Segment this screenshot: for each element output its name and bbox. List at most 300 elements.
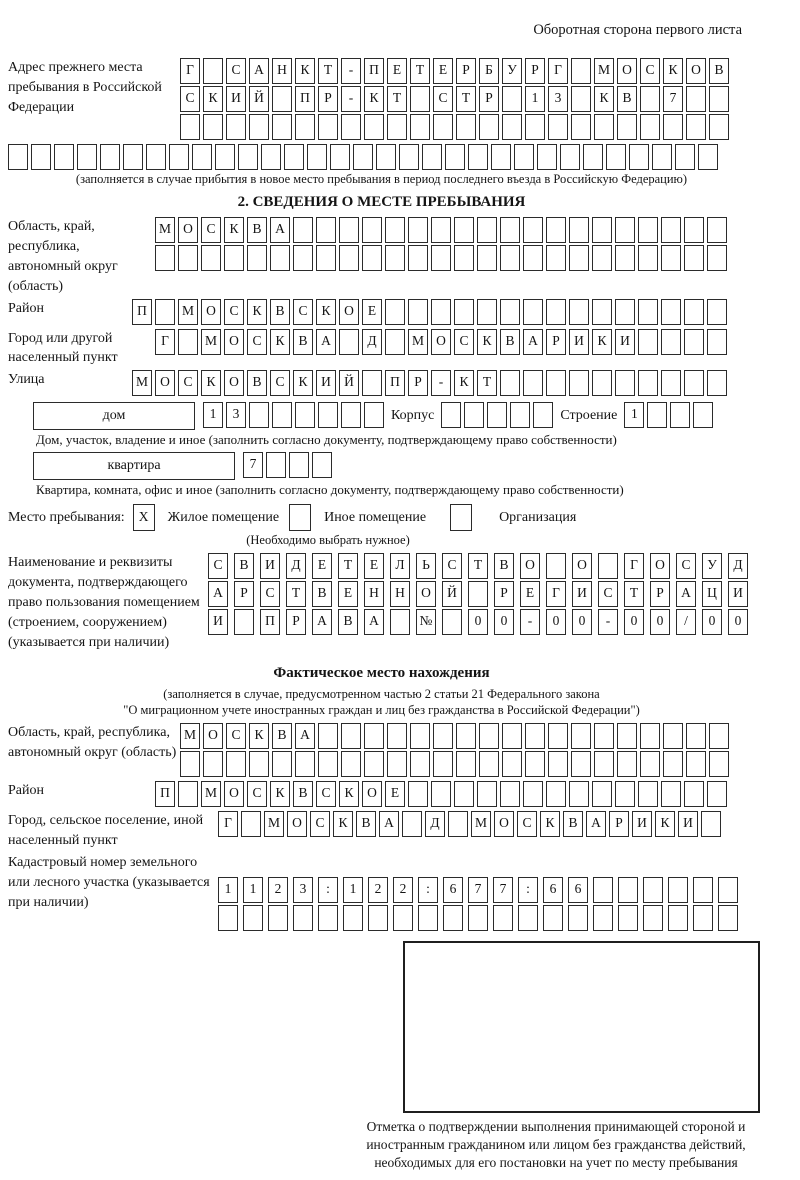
char-cell: Р	[650, 581, 670, 607]
char-cell	[592, 299, 612, 325]
char-cell	[293, 217, 313, 243]
char-cell: Т	[477, 370, 497, 396]
char-cell	[569, 217, 589, 243]
char-cell: О	[431, 329, 451, 355]
char-cell	[663, 114, 683, 140]
char-cell	[443, 905, 463, 931]
char-cell	[268, 905, 288, 931]
char-cell: Р	[286, 609, 306, 635]
char-cell: М	[201, 329, 221, 355]
char-cell: И	[316, 370, 336, 396]
char-cell: А	[270, 217, 290, 243]
char-cell	[569, 299, 589, 325]
char-cell: Ц	[702, 581, 722, 607]
char-cell	[661, 217, 681, 243]
char-cell: К	[203, 86, 223, 112]
char-cell: Т	[456, 86, 476, 112]
char-cell: 0	[546, 609, 566, 635]
char-cell	[450, 504, 472, 531]
char-cell	[606, 144, 626, 170]
prev-address-row-4	[8, 144, 800, 170]
char-cell	[571, 751, 591, 777]
char-cell: С	[293, 299, 313, 325]
actual-city-block	[8, 811, 800, 851]
char-cell	[201, 245, 221, 271]
char-cell	[592, 217, 612, 243]
char-cell: Г	[218, 811, 238, 837]
char-cell: С	[270, 370, 290, 396]
char-cell: С	[316, 781, 336, 807]
char-cell	[615, 370, 635, 396]
char-cell: С	[640, 58, 660, 84]
char-cell	[707, 245, 727, 271]
char-cell: К	[293, 370, 313, 396]
char-cell: Т	[338, 553, 358, 579]
char-cell: 7	[493, 877, 513, 903]
char-cell	[638, 370, 658, 396]
char-cell	[155, 245, 175, 271]
char-cell	[500, 245, 520, 271]
char-cell: Е	[433, 58, 453, 84]
char-cell: Е	[312, 553, 332, 579]
actual-region-row-1	[180, 723, 732, 749]
char-cell	[571, 114, 591, 140]
char-cell	[178, 245, 198, 271]
char-cell	[617, 114, 637, 140]
char-cell: К	[316, 299, 336, 325]
char-cell	[652, 144, 672, 170]
char-cell: В	[500, 329, 520, 355]
district-label: Район	[8, 300, 44, 316]
char-cell: 0	[702, 609, 722, 635]
char-cell: М	[178, 299, 198, 325]
char-cell: О	[287, 811, 307, 837]
char-cell	[422, 144, 442, 170]
char-cell: С	[442, 553, 462, 579]
char-cell: К	[592, 329, 612, 355]
char-cell	[569, 245, 589, 271]
prev-address-row-2	[180, 86, 732, 112]
char-cell	[568, 905, 588, 931]
section2-title: 2. СВЕДЕНИЯ О МЕСТЕ ПРЕБЫВАНИЯ	[237, 194, 526, 210]
char-cell: -	[341, 58, 361, 84]
char-cell: М	[201, 781, 221, 807]
char-cell	[295, 402, 315, 428]
cadastral-label: Кадастровый номер земельного или лесного участка (указывается при наличии)	[8, 854, 210, 910]
char-cell: Г	[180, 58, 200, 84]
char-cell	[203, 751, 223, 777]
prev-address-caption: (заполняется в случае прибытия в новое место пребывания в период последнего въезда в Российскую Федерацию)	[75, 172, 688, 186]
char-cell	[709, 86, 729, 112]
char-cell	[618, 877, 638, 903]
char-cell	[203, 58, 223, 84]
actual-city-label: Город, сельское поселение, иной населенный пункт	[8, 813, 204, 848]
char-cell	[523, 299, 543, 325]
char-cell	[640, 751, 660, 777]
apartment-block	[33, 452, 800, 480]
char-cell: К	[594, 86, 614, 112]
char-cell	[546, 781, 566, 807]
char-cell	[615, 245, 635, 271]
char-cell: В	[234, 553, 254, 579]
char-cell: 1	[243, 877, 263, 903]
char-cell	[546, 245, 566, 271]
char-cell	[123, 144, 143, 170]
char-cell	[431, 245, 451, 271]
char-cell: О	[339, 299, 359, 325]
char-cell: М	[180, 723, 200, 749]
char-cell: И	[208, 609, 228, 635]
char-cell	[502, 723, 522, 749]
char-cell: У	[502, 58, 522, 84]
char-cell	[456, 751, 476, 777]
char-cell: О	[416, 581, 436, 607]
actual-location-caption-1: (заполняется в случае, предусмотренном частью 2 статьи 21 Федерального закона	[163, 686, 600, 701]
char-cell	[661, 370, 681, 396]
char-cell	[243, 905, 263, 931]
char-cell	[100, 144, 120, 170]
char-cell	[192, 144, 212, 170]
city-label: Город или другой населенный пункт	[8, 330, 118, 366]
region-row-2	[155, 245, 730, 271]
char-cell: П	[132, 299, 152, 325]
char-cell	[571, 58, 591, 84]
char-cell	[341, 114, 361, 140]
char-cell	[387, 751, 407, 777]
char-cell	[226, 751, 246, 777]
cadastral-row-1	[218, 877, 743, 903]
char-cell: С	[260, 581, 280, 607]
char-cell: В	[272, 723, 292, 749]
char-cell	[330, 144, 350, 170]
char-cell	[410, 751, 430, 777]
char-cell: А	[379, 811, 399, 837]
char-cell	[686, 723, 706, 749]
char-cell	[261, 144, 281, 170]
actual-district-row	[155, 781, 730, 807]
char-cell	[502, 751, 522, 777]
char-cell	[368, 905, 388, 931]
char-cell: М	[408, 329, 428, 355]
char-cell: Д	[362, 329, 382, 355]
char-cell	[640, 114, 660, 140]
char-cell	[709, 114, 729, 140]
char-cell	[353, 144, 373, 170]
char-cell: 1	[218, 877, 238, 903]
char-cell: С	[598, 581, 618, 607]
char-cell	[307, 144, 327, 170]
char-cell	[295, 114, 315, 140]
char-cell	[493, 905, 513, 931]
char-cell: -	[431, 370, 451, 396]
char-cell: И	[260, 553, 280, 579]
char-cell	[693, 877, 713, 903]
char-cell: Д	[286, 553, 306, 579]
house-block	[33, 402, 800, 430]
char-cell	[241, 811, 261, 837]
char-cell: О	[178, 217, 198, 243]
char-cell: 2	[393, 877, 413, 903]
char-cell: К	[247, 299, 267, 325]
char-cell: 6	[568, 877, 588, 903]
char-cell	[684, 329, 704, 355]
char-cell	[249, 751, 269, 777]
char-cell: В	[293, 781, 313, 807]
char-cell	[441, 402, 461, 428]
char-cell: 1	[203, 402, 223, 428]
char-cell: 0	[624, 609, 644, 635]
char-cell	[468, 581, 488, 607]
char-cell	[548, 751, 568, 777]
char-cell	[698, 144, 718, 170]
korpus-label: Корпус	[391, 408, 435, 424]
char-cell: А	[208, 581, 228, 607]
char-cell	[709, 751, 729, 777]
char-cell: К	[249, 723, 269, 749]
stay-option-organization-label: Организация	[499, 509, 577, 525]
char-cell: А	[312, 609, 332, 635]
char-cell: О	[224, 370, 244, 396]
char-cell: И	[226, 86, 246, 112]
char-cell: 2	[368, 877, 388, 903]
char-cell	[146, 144, 166, 170]
char-cell	[272, 751, 292, 777]
house-caption: Дом, участок, владение и иное (заполнить согласно документу, подтверждающему право собственности)	[36, 432, 617, 448]
document-label: Наименование и реквизиты документа, подтверждающего право пользования помещением (строением, сооружением) (указывается при наличии)	[8, 555, 200, 650]
char-cell: Т	[286, 581, 306, 607]
char-cell	[479, 723, 499, 749]
city-row	[155, 329, 730, 355]
char-cell: О	[201, 299, 221, 325]
char-cell: 3	[226, 402, 246, 428]
char-cell: С	[178, 370, 198, 396]
char-cell	[638, 781, 658, 807]
char-cell	[410, 723, 430, 749]
char-cell: Р	[234, 581, 254, 607]
char-cell	[376, 144, 396, 170]
char-cell	[617, 723, 637, 749]
char-cell	[525, 751, 545, 777]
char-cell: 7	[243, 452, 263, 478]
stay-option-organization-checkbox	[450, 504, 475, 531]
char-cell	[339, 217, 359, 243]
char-cell: :	[518, 877, 538, 903]
char-cell	[362, 245, 382, 271]
char-cell	[410, 114, 430, 140]
char-cell: П	[295, 86, 315, 112]
char-cell	[402, 811, 422, 837]
char-cell	[500, 299, 520, 325]
char-cell	[293, 905, 313, 931]
char-cell: Е	[520, 581, 540, 607]
char-cell: Д	[728, 553, 748, 579]
char-cell	[661, 329, 681, 355]
char-cell: С	[676, 553, 696, 579]
char-cell: С	[226, 723, 246, 749]
char-cell	[224, 245, 244, 271]
apartment-caption: Квартира, комната, офис и иное (заполнить согласно документу, подтверждающему право собственности)	[36, 482, 624, 498]
char-cell: Р	[479, 86, 499, 112]
char-cell: О	[617, 58, 637, 84]
stay-option-other-label: Иное помещение	[324, 509, 427, 525]
char-cell: И	[678, 811, 698, 837]
char-cell	[266, 452, 286, 478]
char-cell	[247, 245, 267, 271]
char-cell	[533, 402, 553, 428]
actual-region-block	[8, 723, 800, 779]
char-cell	[312, 452, 332, 478]
actual-district-label: Район	[8, 783, 44, 799]
char-cell: М	[132, 370, 152, 396]
char-cell: 6	[543, 877, 563, 903]
char-cell: С	[208, 553, 228, 579]
char-cell	[583, 144, 603, 170]
char-cell: С	[247, 781, 267, 807]
char-cell	[617, 751, 637, 777]
char-cell	[543, 905, 563, 931]
actual-location-title: Фактическое место нахождения	[273, 664, 490, 681]
char-cell	[318, 402, 338, 428]
char-cell: Р	[525, 58, 545, 84]
char-cell: Е	[362, 299, 382, 325]
char-cell	[249, 402, 269, 428]
char-cell	[684, 299, 704, 325]
char-cell	[289, 504, 311, 531]
char-cell: А	[316, 329, 336, 355]
actual-region-label: Область, край, республика, автономный округ (область)	[8, 725, 177, 760]
char-cell: В	[247, 217, 267, 243]
char-cell: Н	[390, 581, 410, 607]
char-cell: №	[416, 609, 436, 635]
district-row	[132, 299, 730, 325]
char-cell	[525, 114, 545, 140]
char-cell	[468, 144, 488, 170]
char-cell: А	[523, 329, 543, 355]
char-cell	[592, 781, 612, 807]
char-cell: О	[494, 811, 514, 837]
char-cell	[215, 144, 235, 170]
char-cell: Й	[339, 370, 359, 396]
char-cell	[477, 299, 497, 325]
char-cell	[502, 86, 522, 112]
region-block	[8, 217, 800, 297]
char-cell	[318, 723, 338, 749]
char-cell	[686, 114, 706, 140]
document-row-1	[208, 553, 754, 579]
char-cell	[594, 114, 614, 140]
char-cell: Т	[387, 86, 407, 112]
stamp-box	[403, 941, 760, 1113]
char-cell	[491, 144, 511, 170]
char-cell: О	[224, 781, 244, 807]
char-cell	[546, 370, 566, 396]
char-cell	[661, 245, 681, 271]
char-cell	[707, 781, 727, 807]
char-cell: Р	[456, 58, 476, 84]
char-cell	[693, 402, 713, 428]
char-cell	[318, 905, 338, 931]
char-cell	[289, 452, 309, 478]
char-cell	[638, 217, 658, 243]
char-cell	[454, 781, 474, 807]
char-cell	[316, 217, 336, 243]
char-cell	[464, 402, 484, 428]
char-cell	[707, 370, 727, 396]
char-cell: Т	[410, 58, 430, 84]
char-cell: О	[203, 723, 223, 749]
char-cell: О	[362, 781, 382, 807]
char-cell	[709, 723, 729, 749]
char-cell: В	[709, 58, 729, 84]
char-cell: О	[572, 553, 592, 579]
char-cell	[477, 781, 497, 807]
char-cell	[270, 245, 290, 271]
char-cell: И	[728, 581, 748, 607]
char-cell: Г	[155, 329, 175, 355]
char-cell: С	[454, 329, 474, 355]
char-cell: В	[247, 370, 267, 396]
char-cell: Е	[385, 781, 405, 807]
char-cell	[341, 723, 361, 749]
char-cell: С	[201, 217, 221, 243]
char-cell	[548, 114, 568, 140]
char-cell	[272, 86, 292, 112]
char-cell: 3	[548, 86, 568, 112]
korpus-row	[441, 402, 556, 428]
char-cell: К	[270, 329, 290, 355]
char-cell: В	[494, 553, 514, 579]
char-cell	[387, 723, 407, 749]
char-cell: С	[247, 329, 267, 355]
char-cell	[670, 402, 690, 428]
char-cell	[364, 723, 384, 749]
char-cell: -	[520, 609, 540, 635]
char-cell	[364, 402, 384, 428]
char-cell: К	[655, 811, 675, 837]
char-cell	[339, 329, 359, 355]
char-cell	[718, 877, 738, 903]
char-cell	[686, 86, 706, 112]
char-cell: М	[155, 217, 175, 243]
char-cell: Ь	[416, 553, 436, 579]
char-cell	[661, 299, 681, 325]
char-cell: И	[572, 581, 592, 607]
char-cell: Т	[624, 581, 644, 607]
char-cell	[456, 723, 476, 749]
char-cell	[393, 905, 413, 931]
stay-type-caption: (Необходимо выбрать нужное)	[246, 533, 410, 548]
char-cell: О	[686, 58, 706, 84]
char-cell: 0	[494, 609, 514, 635]
char-cell: П	[364, 58, 384, 84]
char-cell: В	[617, 86, 637, 112]
char-cell	[684, 217, 704, 243]
char-cell	[399, 144, 419, 170]
char-cell: К	[270, 781, 290, 807]
char-cell	[454, 245, 474, 271]
cadastral-block	[8, 853, 800, 933]
char-cell	[454, 299, 474, 325]
char-cell	[318, 114, 338, 140]
char-cell	[707, 217, 727, 243]
char-cell: В	[356, 811, 376, 837]
char-cell: 1	[624, 402, 644, 428]
char-cell	[364, 751, 384, 777]
char-cell: Л	[390, 553, 410, 579]
char-cell	[234, 609, 254, 635]
char-cell	[523, 781, 543, 807]
char-cell	[701, 811, 721, 837]
